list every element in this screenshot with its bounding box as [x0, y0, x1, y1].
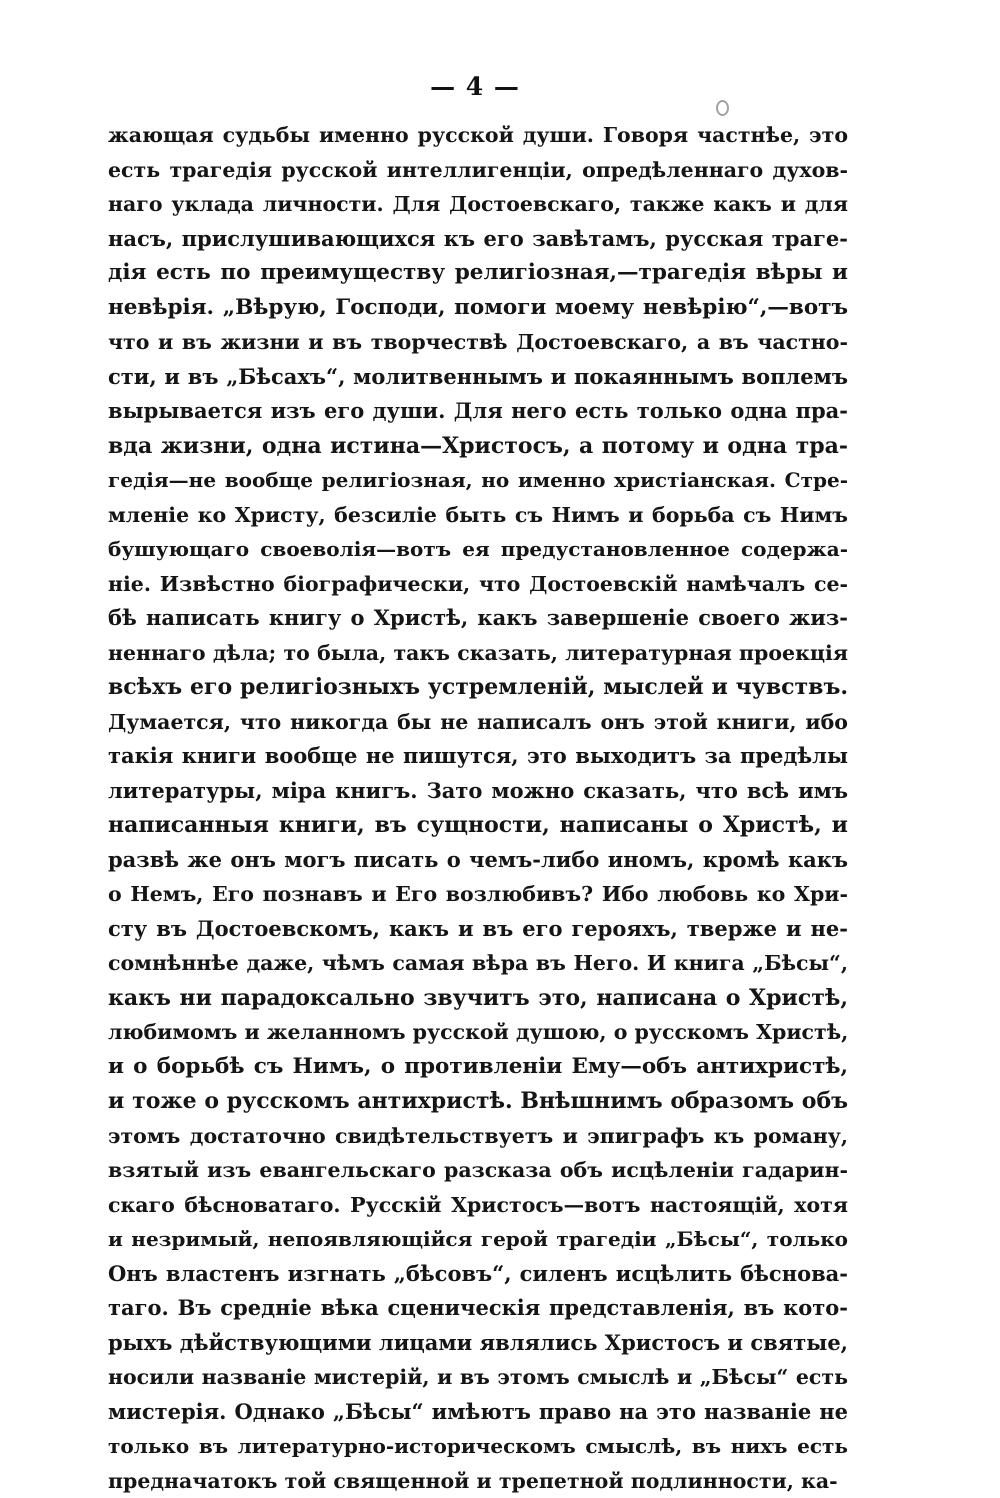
- text-line: ніе. Извѣстно біографически, что Достоевскій намѣчалъ се-: [108, 567, 848, 602]
- text-line: развѣ же онъ могъ писать о чемъ-либо иномъ, кромѣ какъ: [108, 843, 848, 878]
- print-speck-mark: [716, 100, 729, 116]
- text-line: литературы, міра книгъ. Зато можно сказать, что всѣ имъ: [108, 774, 848, 809]
- text-line: носили названіе мистерій, и въ этомъ смыслѣ и „Бѣсы“ есть: [108, 1360, 848, 1395]
- text-line: какъ ни парадоксально звучитъ это, написана о Христѣ,: [108, 981, 848, 1016]
- text-line: только въ литературно-историческомъ смыслѣ, въ нихъ есть: [108, 1429, 848, 1464]
- text-line: и тоже о русскомъ антихристѣ. Внѣшнимъ образомъ объ: [108, 1084, 848, 1119]
- page-number: — 4 —: [0, 72, 950, 101]
- text-line: бѣ написать книгу о Христѣ, какъ завершеніе своего жиз-: [108, 601, 848, 636]
- text-line: невѣрія. „Вѣрую, Господи, помоги моему невѣрію“,—вотъ: [108, 291, 848, 326]
- text-line: вда жизни, одна истина—Христосъ, а потому и одна тра-: [108, 429, 848, 464]
- text-line: жающая судьбы именно русской души. Говоря частнѣе, это: [108, 118, 848, 153]
- text-line: предначатокъ той священной и трепетной подлинности, ка-: [108, 1464, 848, 1498]
- text-line: и о борьбѣ съ Нимъ, о противленіи Ему—объ антихристѣ,: [108, 1050, 848, 1085]
- text-line: сту въ Достоевскомъ, какъ и въ его герояхъ, тверже и не-: [108, 912, 848, 947]
- text-line: взятый изъ евангельскаго разсказа объ исцѣленіи гадарин-: [108, 1153, 848, 1188]
- text-line: что и въ жизни и въ творчествѣ Достоевскаго, а въ частно-: [108, 325, 848, 360]
- text-line: написанныя книги, въ сущности, написаны о Христѣ, и: [108, 808, 848, 843]
- text-line: есть трагедія русской интеллигенціи, опредѣленнаго духов-: [108, 153, 848, 188]
- text-line: бушующаго своеволія—вотъ ея предустановленное содержа-: [108, 532, 848, 567]
- text-line: скаго бѣсноватаго. Русскій Христосъ—вотъ настоящій, хотя: [108, 1188, 848, 1223]
- text-line: о Немъ, Его познавъ и Его возлюбивъ? Ибо любовь ко Хри-: [108, 877, 848, 912]
- text-line: вырывается изъ его души. Для него есть только одна пра-: [108, 394, 848, 429]
- text-line: наго уклада личности. Для Достоевскаго, также какъ и для: [108, 187, 848, 222]
- body-text: [108, 118, 848, 1498]
- text-line: любимомъ и желанномъ русской душою, о русскомъ Христѣ,: [108, 1015, 848, 1050]
- text-line: Онъ властенъ изгнать „бѣсовъ“, силенъ исцѣлить бѣснова-: [108, 1257, 848, 1292]
- text-line: этомъ достаточно свидѣтельствуетъ и эпиграфъ къ роману,: [108, 1119, 848, 1154]
- text-line: гедія—не вообще религіозная, но именно христіанская. Стре-: [108, 463, 848, 498]
- text-line: всѣхъ его религіозныхъ устремленій, мыслей и чувствъ.: [108, 670, 848, 705]
- text-line: неннаго дѣла; то была, такъ сказать, литературная проекція: [108, 636, 848, 671]
- text-line: мленіе ко Христу, безсиліе быть съ Нимъ и борьба съ Нимъ: [108, 498, 848, 533]
- text-line: сомнѣннѣе даже, чѣмъ самая вѣра въ Него. И книга „Бѣсы“,: [108, 946, 848, 981]
- text-line: таго. Въ средніе вѣка сценическія представленія, въ кото-: [108, 1291, 848, 1326]
- text-line: насъ, прислушивающихся къ его завѣтамъ, русская траге-: [108, 222, 848, 257]
- text-line: сти, и въ „Бѣсахъ“, молитвеннымъ и покаяннымъ воплемъ: [108, 360, 848, 395]
- text-line: Думается, что никогда бы не написалъ онъ этой книги, ибо: [108, 705, 848, 740]
- text-line: рыхъ дѣйствующими лицами являлись Христосъ и святые,: [108, 1326, 848, 1361]
- text-line: мистерія. Однако „Бѣсы“ имѣютъ право на это названіе не: [108, 1395, 848, 1430]
- text-line: дія есть по преимуществу религіозная,—трагедія вѣры и: [108, 256, 848, 291]
- text-line: и незримый, непоявляющійся герой трагедіи „Бѣсы“, только: [108, 1222, 848, 1257]
- text-line: такія книги вообще не пишутся, это выходитъ за предѣлы: [108, 739, 848, 774]
